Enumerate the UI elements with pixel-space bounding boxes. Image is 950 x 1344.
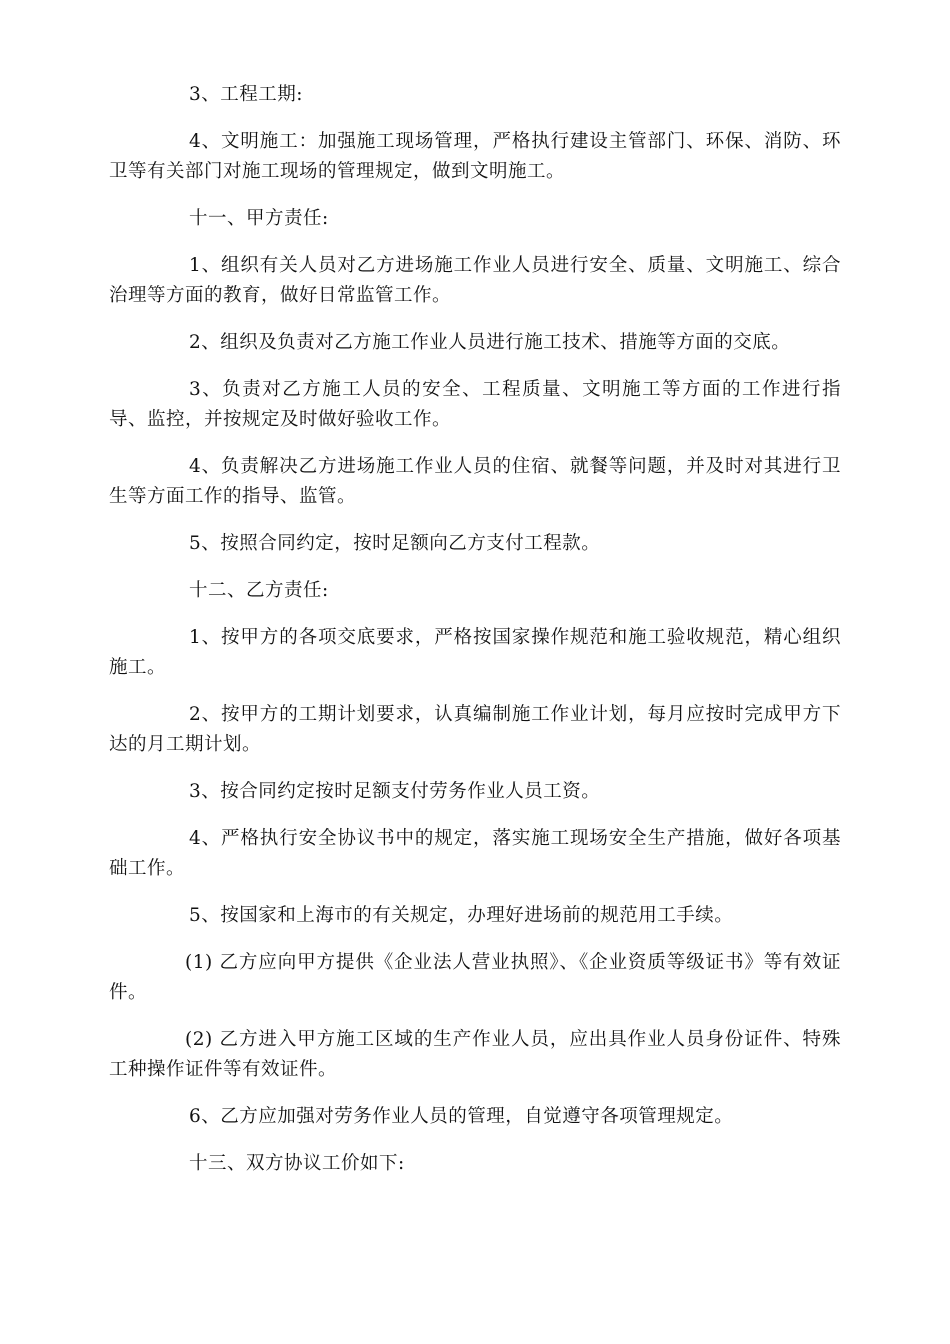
paragraph-party-b-item-3: 3、按合同约定按时足额支付劳务作业人员工资。 xyxy=(189,781,601,802)
section-heading-party-b-responsibilities: 十二、乙方责任: xyxy=(189,580,329,601)
section-heading-party-a-responsibilities: 十一、甲方责任: xyxy=(189,208,329,229)
paragraph-party-a-item-3: 3、负责对乙方施工人员的安全、工程质量、文明施工等方面的工作进行指导、监控，并按规定及时做好验收工作。 xyxy=(109,379,841,430)
paragraph-party-b-item-5: 5、按国家和上海市的有关规定，办理好进场前的规范用工手续。 xyxy=(189,905,734,926)
paragraph-party-b-subitem-2: (2) 乙方进入甲方施工区域的生产作业人员，应出具作业人员身份证件、特殊工种操作证件等有效证件。 xyxy=(109,1029,841,1080)
paragraph-party-a-item-5: 5、按照合同约定，按时足额向乙方支付工程款。 xyxy=(189,533,601,554)
paragraph-party-a-item-4: 4、负责解决乙方进场施工作业人员的住宿、就餐等问题，并及时对其进行卫生等方面工作的指导、监管。 xyxy=(109,456,841,507)
section-heading-agreed-labor-price: 十三、双方协议工价如下: xyxy=(189,1153,405,1174)
paragraph-party-b-item-6: 6、乙方应加强对劳务作业人员的管理，自觉遵守各项管理规定。 xyxy=(189,1106,734,1127)
paragraph-party-a-item-2: 2、组织及负责对乙方施工作业人员进行施工技术、措施等方面的交底。 xyxy=(189,332,791,353)
paragraph-civilized-construction: 4、文明施工：加强施工现场管理，严格执行建设主管部门、环保、消防、环卫等有关部门对施工现场的管理规定，做到文明施工。 xyxy=(109,131,841,182)
paragraph-party-b-item-2: 2、按甲方的工期计划要求，认真编制施工作业计划，每月应按时完成甲方下达的月工期计划。 xyxy=(109,704,841,755)
paragraph-party-b-item-4: 4、严格执行安全协议书中的规定，落实施工现场安全生产措施，做好各项基础工作。 xyxy=(109,828,841,879)
paragraph-party-a-item-1: 1、组织有关人员对乙方进场施工作业人员进行安全、质量、文明施工、综合治理等方面的教育，做好日常监管工作。 xyxy=(109,255,841,306)
document-page xyxy=(109,80,841,1196)
paragraph-construction-period: 3、工程工期: xyxy=(189,84,304,105)
paragraph-party-b-subitem-1: (1) 乙方应向甲方提供《企业法人营业执照》、《企业资质等级证书》等有效证件。 xyxy=(109,952,841,1003)
paragraph-party-b-item-1: 1、按甲方的各项交底要求，严格按国家操作规范和施工验收规范，精心组织施工。 xyxy=(109,627,841,678)
